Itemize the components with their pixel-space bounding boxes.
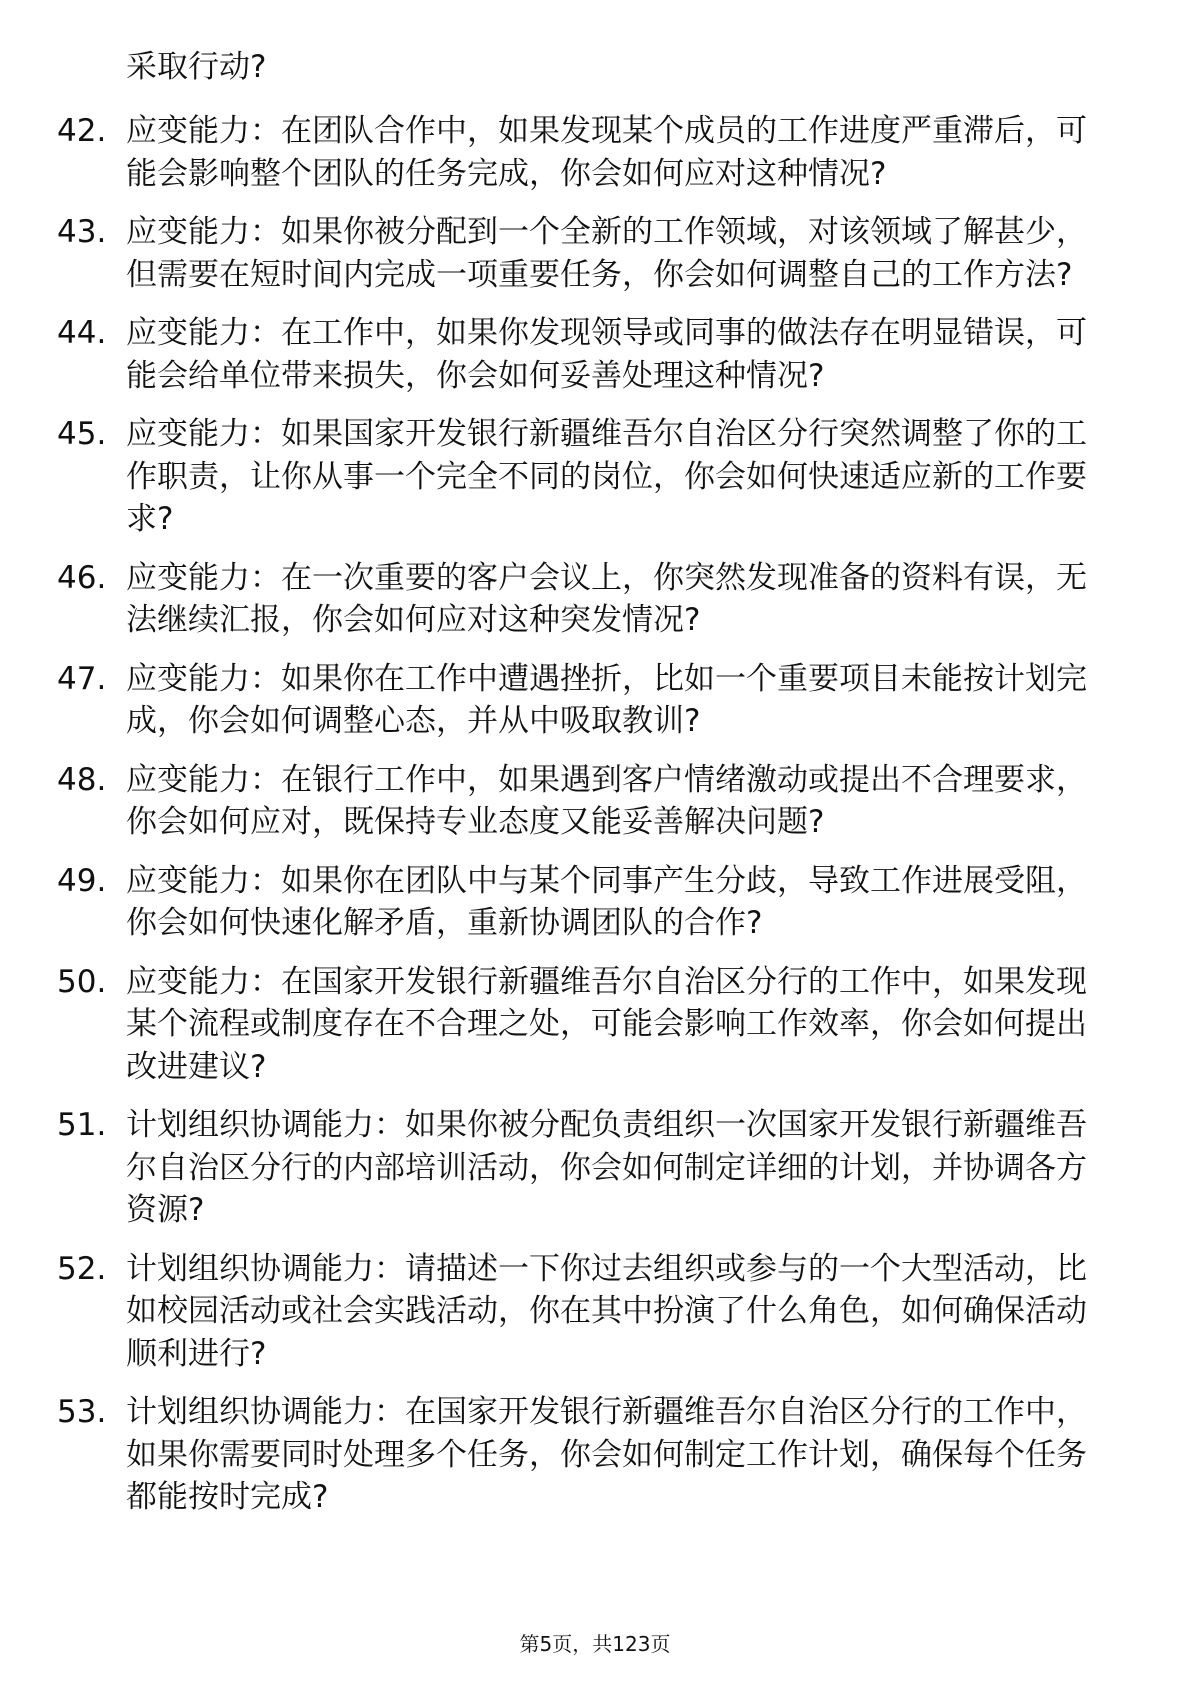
question-text: 计划组织协调能力：在国家开发银行新疆维吾尔自治区分行的工作中，如果你需要同时处理多个任务，你会如何制定工作计划，确保每个任务都能按时完成? [126, 1394, 1087, 1515]
question-text: 应变能力：在工作中，如果你发现领导或同事的做法存在明显错误，可能会给单位带来损失，你会如何妥善处理这种情况? [126, 315, 1087, 394]
list-item [0, 312, 1190, 397]
continuation-text: 采取行动? [126, 49, 267, 85]
question-number: 44. [57, 315, 107, 351]
list-item [0, 860, 1190, 945]
list-item [0, 413, 1190, 541]
question-text: 应变能力：如果你被分配到一个全新的工作领域，对该领域了解甚少，但需要在短时间内完成一项重要任务，你会如何调整自己的工作方法? [126, 214, 1087, 293]
question-number: 45. [57, 416, 107, 452]
question-number: 46. [57, 559, 107, 596]
question-number: 49. [57, 862, 107, 899]
question-number: 51. [57, 1107, 107, 1143]
list-item [0, 110, 1190, 195]
question-number: 53. [57, 1394, 107, 1430]
question-list [0, 110, 1190, 1535]
list-item [0, 1391, 1190, 1519]
question-number: 50. [57, 963, 107, 1000]
question-text: 计划组织协调能力：请描述一下你过去组织或参与的一个大型活动，比如校园活动或社会实践活动，你在其中扮演了什么角色，如何确保活动顺利进行? [126, 1250, 1087, 1372]
question-number: 42. [57, 113, 107, 149]
question-number: 47. [57, 660, 107, 697]
list-item [0, 211, 1190, 296]
list-item [0, 1104, 1190, 1232]
question-text: 应变能力：在团队合作中，如果发现某个成员的工作进度严重滞后，可能会影响整个团队的任务完成，你会如何应对这种情况? [126, 113, 1087, 192]
question-text: 应变能力：如果国家开发银行新疆维吾尔自治区分行突然调整了你的工作职责，让你从事一个完全不同的岗位，你会如何快速适应新的工作要求? [126, 416, 1087, 537]
question-text: 应变能力：在国家开发银行新疆维吾尔自治区分行的工作中，如果发现某个流程或制度存在不合理之处，可能会影响工作效率，你会如何提出改进建议? [126, 963, 1087, 1085]
list-item [0, 658, 1190, 743]
question-text: 应变能力：在银行工作中，如果遇到客户情绪激动或提出不合理要求，你会如何应对，既保持专业态度又能妥善解决问题? [126, 761, 1087, 840]
question-number: 52. [57, 1250, 107, 1287]
question-text: 应变能力：如果你在团队中与某个同事产生分歧，导致工作进展受阻，你会如何快速化解矛盾，重新协调团队的合作? [126, 862, 1087, 941]
question-text: 计划组织协调能力：如果你被分配负责组织一次国家开发银行新疆维吾尔自治区分行的内部培训活动，你会如何制定详细的计划，并协调各方资源? [126, 1107, 1087, 1228]
question-text: 应变能力：如果你在工作中遭遇挫折，比如一个重要项目未能按计划完成，你会如何调整心态，并从中吸取教训? [126, 660, 1087, 739]
question-number: 48. [57, 761, 107, 798]
list-item [0, 1248, 1190, 1376]
list-item [0, 557, 1190, 642]
page-footer: 第5页，共123页 [519, 1632, 671, 1656]
list-item [0, 961, 1190, 1089]
question-number: 43. [57, 214, 107, 250]
question-text: 应变能力：在一次重要的客户会议上，你突然发现准备的资料有误，无法继续汇报，你会如何应对这种突发情况? [126, 559, 1087, 638]
list-item [0, 759, 1190, 844]
